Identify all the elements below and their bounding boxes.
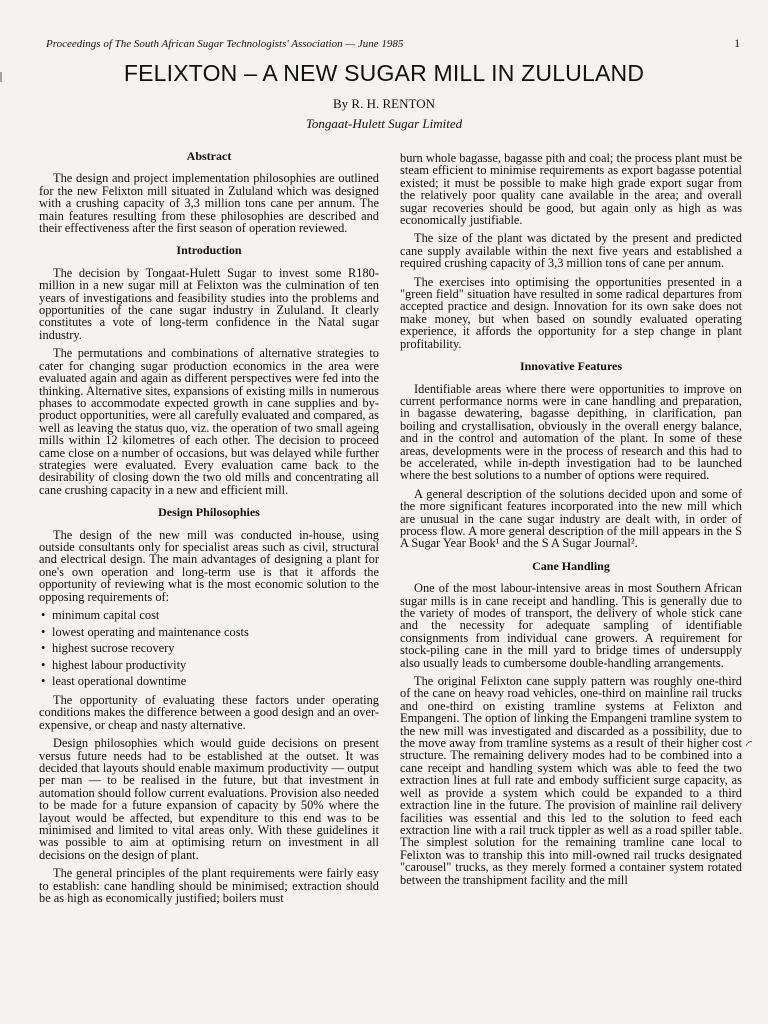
- page-number: 1: [734, 38, 740, 50]
- design-paragraph-1: The design of the new mill was conducted in-house, using outside consultants only for specialist areas such as civil, structural and electrical design. The main advantages of designing a plant for one's own operation and long-term use is that it affords the opportunity of reviewing what is the most economic solution to the opposing requirements of:: [39, 527, 379, 604]
- paper-title: FELIXTON – A NEW SUGAR MILL IN ZULULAND: [123, 60, 645, 86]
- innovative-features-heading: Innovative Features: [519, 359, 623, 374]
- bullet-icon: •: [41, 624, 46, 639]
- bullet-icon: •: [41, 657, 46, 672]
- design-paragraph-3: Design philosophies which would guide decisions on present versus future needs had to be established at the outset. It was decided that layouts should enable maximum productivity — output per man — to be realised in the future, but that investment in automation should follow current evaluations. Provision also needed to be made for a future expansion of capacity by 50% where the layout would be affected, but expenditure to this end was to be minimised and limited to vital areas only. With these guidelines it was possible to aim at optimising return on investment in all decisions on the design of plant.: [39, 736, 379, 862]
- bullet-icon: •: [41, 674, 46, 689]
- continued-paragraph: burn whole bagasse, bagasse pith and coal; the process plant must be steam efficient to minimise requirements as export bagasse potential existed; it must be possible to make high grade export sugar from the relatively poor quality cane available in the area; and overall sugar recoveries should be good, but again only as high as was economically justifiable.: [400, 151, 742, 228]
- abstract-paragraph: The design and project implementation philosophies are outlined for the new Felixton mill situated in Zululand which was designed with a crushing capacity of 3,3 million tons cane per annum. The main features resulting from these philosophies are described and their effectiveness after the first season of operation reviewed.: [39, 171, 379, 236]
- design-philosophies-heading: Design Philosophies: [158, 505, 260, 520]
- author-line: By R. H. RENTON: [333, 96, 435, 111]
- introduction-heading: Introduction: [176, 243, 242, 258]
- running-head: [46, 38, 740, 50]
- design-paragraph-2: The opportunity of evaluating these factors under operating conditions makes the difference between a good design and an over-expensive, or cheap and nasty alternative.: [39, 692, 379, 732]
- innovative-paragraph-2: A general description of the solutions decided upon and some of the more significant features incorporated into the new mill which are unusual in the cane sugar industry are dealt with, in order of process flow. A more general description of the mill appears in the S A Sugar Year Book¹ and the S A Sugar Journal².: [400, 486, 742, 551]
- list-item: • least operational downtime: [41, 674, 187, 689]
- running-head-text: Proceedings of The South African Sugar Technologists' Association — June 1985: [46, 38, 404, 50]
- list-item: • minimum capital cost: [41, 608, 160, 622]
- requirements-list: [41, 609, 379, 688]
- bullet-icon: •: [41, 641, 46, 656]
- green-field-paragraph: The exercises into optimising the opportunities presented in a "green field" situation have resulted in some radical departures from accepted practice and design. Innovation for its own sake does not make money, but when based on soundly evaluated operating experience, it affords the opportunity for a step change in plant profitability.: [400, 274, 742, 351]
- scan-mark-icon: [744, 738, 754, 751]
- cane-handling-heading: Cane Handling: [532, 558, 610, 573]
- left-column: [39, 150, 379, 910]
- affiliation: Tongaat-Hulett Sugar Limited: [305, 116, 463, 131]
- innovative-paragraph-1: Identifiable areas where there were opportunities to improve on current performance norms were in cane handling and preparation, in bagasse dewatering, bagasse depithing, in clarification, pan boiling and crystallisation, obviously in the overall energy balance, and in the control and automation of the plant. In some of these areas, developments were in the process of research and this had to be accelerated, while in-depth investigation had to be launched where the best solutions to a number of options were required.: [400, 381, 742, 483]
- cane-handling-paragraph-1: One of the most labour-intensive areas in most Southern African sugar mills is in cane receipt and handling. This is generally due to the variety of modes of transport, the delivery of whole stick cane and the necessity for adequate sampling of identifiable consignments from individual cane growers. A requirement for stock-piling cane in the mill yard to bridge times of undersupply also usually leads to cumbersome double-handling arrangements.: [400, 581, 742, 670]
- design-paragraph-4: The general principles of the plant requirements were fairly easy to establish: cane handling should be minimised; extraction should be as high as economically justified; boilers must: [39, 866, 379, 906]
- introduction-paragraph-1: The decision by Tongaat-Hulett Sugar to invest some R180-million in a new sugar mill at Felixton was the culmination of ten years of investigations and feasibility studies into the problems and opportunities of the cane sugar industry in Zululand. It clearly constitutes a vote of long-term confidence in the Natal sugar industry.: [39, 265, 379, 342]
- list-item: • highest sucrose recovery: [41, 641, 175, 656]
- introduction-paragraph-2: The permutations and combinations of alternative strategies to cater for changing sugar production economics in the area were evaluated again and again as different perspectives were fed into the thinking. Alternative sites, expansions of existing mills in numerous phases to accommodate expected growth in cane supplies and by-product opportunities, were all carefully evaluated and compared, as well as leaving the status quo, viz. the operation of two small ageing mills within 12 kilometres of each other. The decision to proceed came close on a number of occasions, but was delayed while further strategies were evaluated. Every evaluation came back to the desirability of closing down the two old mills and concentrating all cane crushing capacity in a new and efficient mill.: [39, 346, 379, 497]
- list-item: • highest labour productivity: [41, 657, 187, 672]
- cane-handling-paragraph-2: The original Felixton cane supply pattern was roughly one-third of the cane on heavy road vehicles, one-third on mainline rail trucks and one-third on existing tramline systems at Felixton and Empangeni. The option of linking the Empangeni tramline system to the new mill was investigated and discarded as a possibility, due to the move away from tramline systems as a result of their higher cost structure. The remaining delivery modes had to be combined into a cane receipt and handling system which was able to feed the two extraction lines at full rate and embody sufficient surge capacity, as well as provide a system which could be expanded to a third extraction line in the future. The provision of mainline rail delivery facilities was essential and this led to the solution to feed each extraction line with a rail truck tippler as well as a road spiller table. The simplest solution for the remaining tramline cane local to Felixton was to tranship this into mill-owned rail trucks designated "carousel" trucks, as they merely formed a container system rotated between the transhipment facility and the mill: [400, 674, 742, 887]
- list-item: • lowest operating and maintenance costs: [41, 624, 249, 639]
- plant-size-paragraph: The size of the plant was dictated by the present and predicted cane supply available within the next five years and established a required crushing capacity of 3,3 million tons of cane per annum.: [400, 231, 742, 271]
- bullet-icon: •: [41, 608, 46, 622]
- right-column: [400, 152, 742, 892]
- abstract-heading: Abstract: [186, 149, 232, 163]
